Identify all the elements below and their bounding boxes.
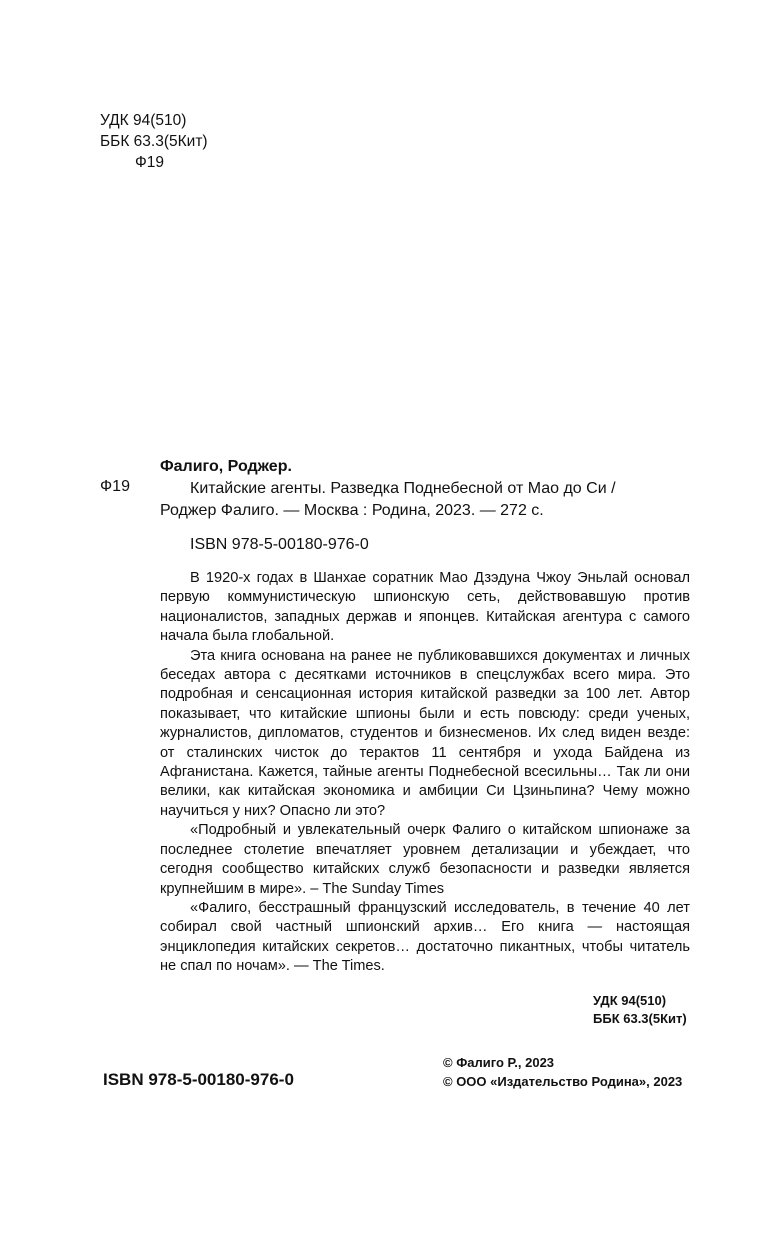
classification-block: [100, 110, 208, 173]
annotation-paragraph: «Подробный и увлекательный очерк Фалиго о китайском шпионаже за последнее столетие впечатляет уровнем детализации и убеждает, что сегодня сообщество китайских служб безопасности и разведки является крупнейшим в мире». – The Sunday Times: [160, 822, 690, 897]
isbn-catalog: ISBN 978-5-00180-976-0: [190, 536, 369, 553]
annotation-paragraph: Эта книга основана на ранее не публиковавшихся документах и личных беседах автора с десятками источников в спецслужбах всего мира. Это подробная и сенсационная история китайской разведки за 100 лет. Автор показывает, что китайские шпионы были и есть повсюду: среди ученых, журналистов, дипломатов, студентов и бизнесменов. Их след виден везде: от сталинских чисток до терактов 11 сентября и ухода Байдена из Афганистана. Кажется, тайные агенты Поднебесной всесильны… Так ли они велики, как китайская экономика и амбиции Си Цзиньпина? Чему можно научиться у них? Опасно ли это?: [160, 647, 690, 819]
udk-code: УДК 94(510): [100, 112, 187, 129]
annotation-paragraph: В 1920-х годах в Шанхае соратник Мао Дзэдуна Чжоу Эньлай основал первую коммунистическую шпионскую сеть, действовавшую против националистов, западных держав и японцев. Китайская агентура с самого начала была глобальной.: [160, 570, 690, 645]
copyright-publisher: © ООО «Издательство Родина», 2023: [443, 1074, 683, 1089]
isbn-footer: ISBN 978-5-00180-976-0: [103, 1070, 294, 1089]
title-line-1: Китайские агенты. Разведка Поднебесной от Мао до Си /: [190, 480, 616, 497]
author-name: Фалиго, Роджер.: [160, 458, 292, 475]
footer-bbk: ББК 63.3(5Кит): [593, 1011, 687, 1026]
footer-udk: УДК 94(510): [593, 993, 667, 1008]
author-code: Ф19: [135, 154, 165, 171]
annotation: [160, 569, 690, 977]
footer-classification: [593, 992, 687, 1028]
copyright-block: [443, 1053, 682, 1091]
bibliographic-title: [160, 478, 690, 522]
bbk-code: ББК 63.3(5Кит): [100, 133, 208, 150]
copyright-author: © Фалиго Р., 2023: [443, 1055, 555, 1070]
catalog-code: Ф19: [100, 478, 130, 495]
title-line-2: Роджер Фалиго. — Москва : Родина, 2023. — 272 с.: [160, 502, 544, 519]
annotation-paragraph: «Фалиго, бесстрашный французский исследователь, в течение 40 лет собирал свой частный шпионский архив… Его книга — настоящая энциклопедия китайских секретов… достаточно пикантных, чтобы читатель не спал по ночам». — The Times.: [160, 899, 690, 975]
